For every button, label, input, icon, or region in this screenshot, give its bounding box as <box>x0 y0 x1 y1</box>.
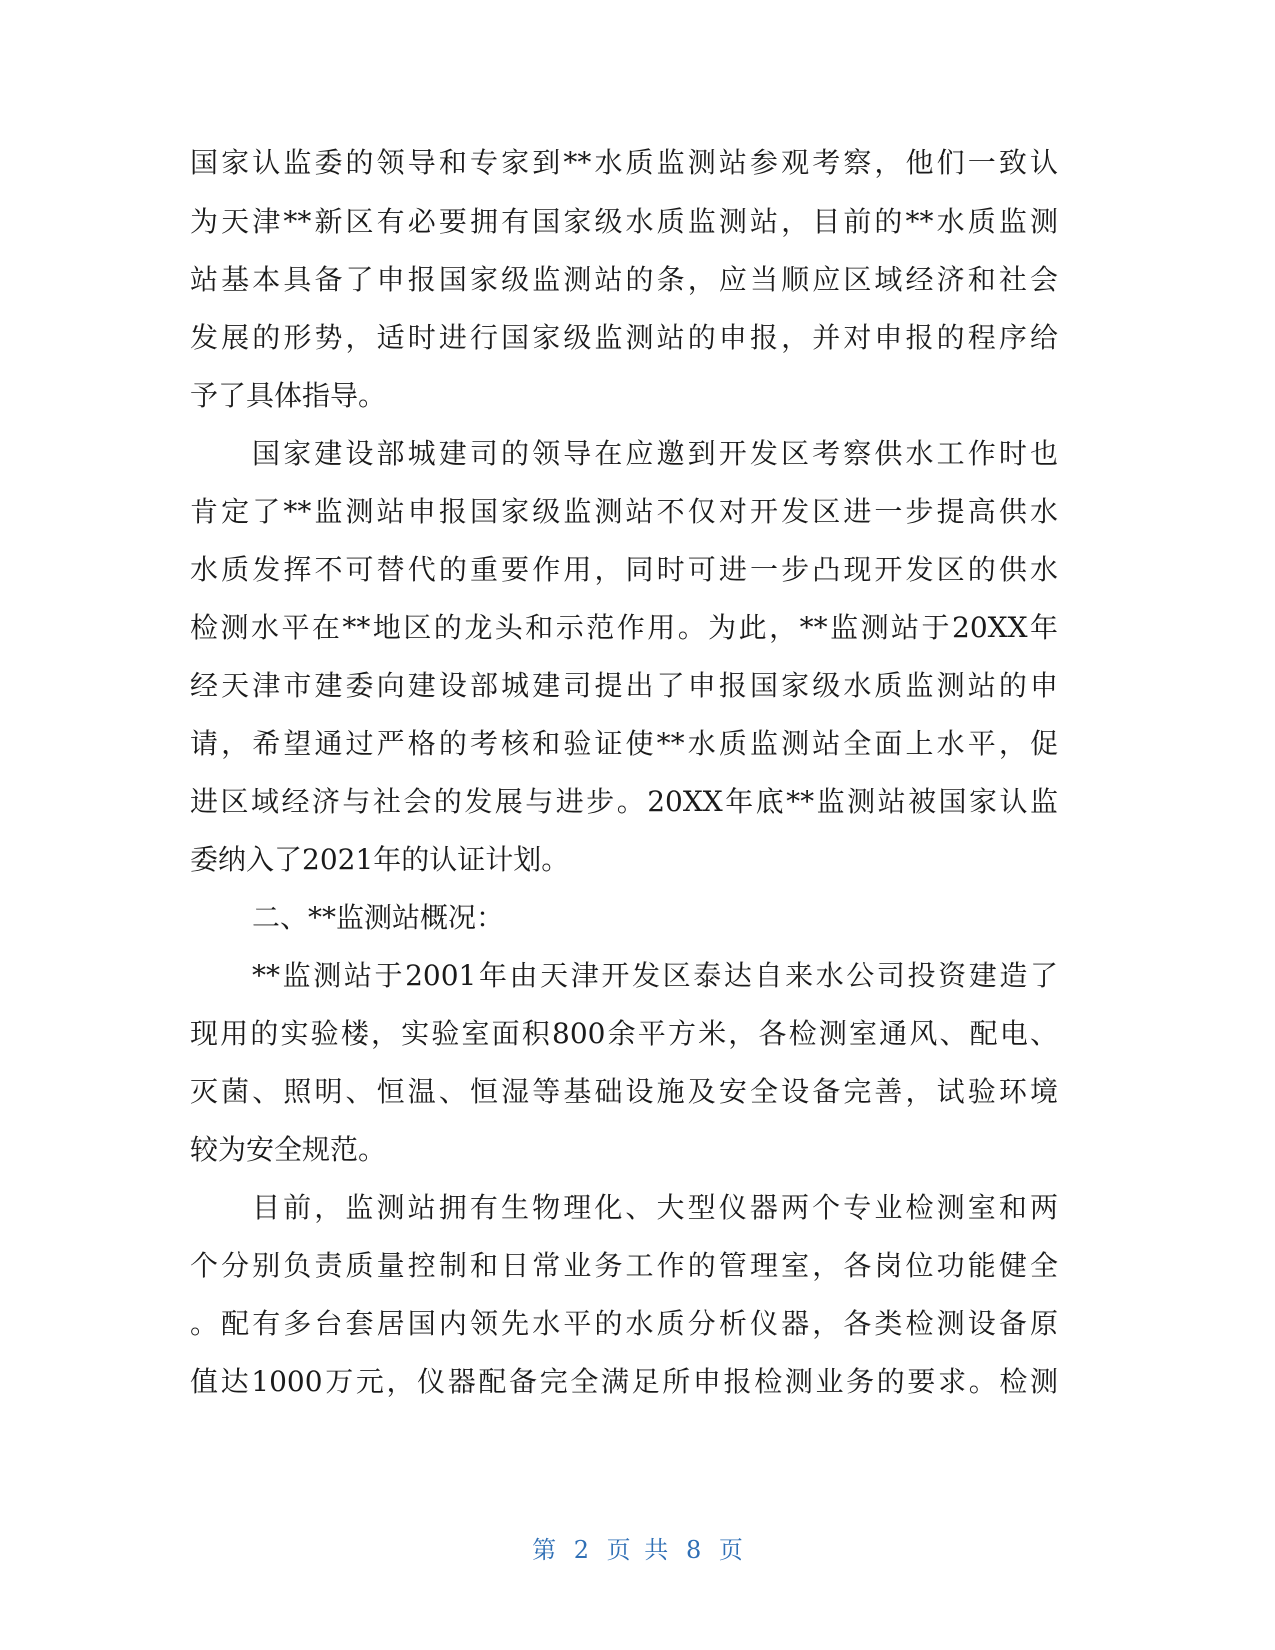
text-line: 灭菌、照明、恒温、恒湿等基础设施及安全设备完善，试验环境 <box>190 1075 1058 1108</box>
text-line: 。配有多台套居国内领先水平的水质分析仪器，各类检测设备原 <box>190 1307 1058 1340</box>
text-line: 进区域经济与社会的发展与进步。20XX年底**监测站被国家认监 <box>190 785 1058 818</box>
text-line: 较为安全规范。 <box>190 1133 387 1166</box>
text-line: 检测水平在**地区的龙头和示范作用。为此，**监测站于20XX年 <box>190 611 1058 644</box>
section-heading: 二、**监测站概况： <box>252 901 505 934</box>
text-line: 发展的形势，适时进行国家级监测站的申报，并对申报的程序给 <box>190 321 1058 354</box>
text-line: 个分别负责质量控制和日常业务工作的管理室，各岗位功能健全 <box>190 1249 1058 1282</box>
total-pages-number: 8 <box>685 1536 702 1564</box>
text-line: 肯定了**监测站申报国家级监测站不仅对开发区进一步提高供水 <box>190 495 1058 528</box>
text-line: 请，希望通过严格的考核和验证使**水质监测站全面上水平，促 <box>190 727 1058 760</box>
current-page-number: 2 <box>573 1536 590 1564</box>
text-line: 目前，监测站拥有生物理化、大型仪器两个专业检测室和两 <box>252 1191 1058 1224</box>
text-line: 为天津**新区有必要拥有国家级水质监测站，目前的**水质监测 <box>190 205 1058 238</box>
footer-middle: 页 共 <box>606 1536 669 1564</box>
text-line: **监测站于2001年由天津开发区泰达自来水公司投资建造了 <box>252 959 1058 992</box>
footer-prefix: 第 <box>532 1536 557 1564</box>
text-line: 站基本具备了申报国家级监测站的条，应当顺应区域经济和社会 <box>190 263 1058 296</box>
text-line: 值达1000万元，仪器配备完全满足所申报检测业务的要求。检测 <box>190 1365 1058 1398</box>
text-line: 国家认监委的领导和专家到**水质监测站参观考察，他们一致认 <box>190 146 1058 179</box>
page-footer <box>0 1533 1275 1567</box>
text-line: 水质发挥不可替代的重要作用，同时可进一步凸现开发区的供水 <box>190 553 1058 586</box>
text-line: 国家建设部城建司的领导在应邀到开发区考察供水工作时也 <box>252 437 1058 470</box>
text-line: 予了具体指导。 <box>190 379 387 412</box>
text-line: 现用的实验楼，实验室面积800余平方米，各检测室通风、配电、 <box>190 1017 1058 1050</box>
footer-suffix: 页 <box>718 1536 743 1564</box>
text-line: 委纳入了2021年的认证计划。 <box>190 843 570 876</box>
text-line: 经天津市建委向建设部城建司提出了申报国家级水质监测站的申 <box>190 669 1058 702</box>
